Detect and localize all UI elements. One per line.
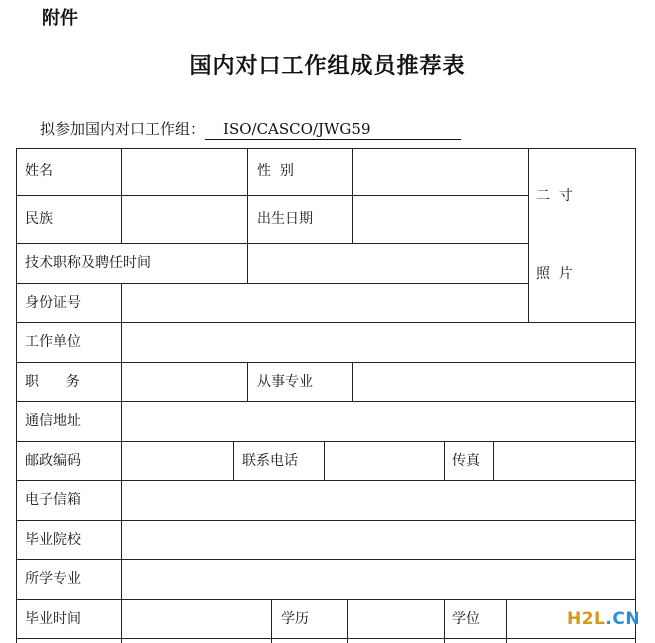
phone-label: 联系电话 bbox=[242, 453, 298, 469]
table-rule bbox=[16, 362, 635, 363]
specialty-label: 从事专业 bbox=[257, 374, 313, 390]
work-unit-label: 工作单位 bbox=[25, 334, 81, 350]
table-rule bbox=[16, 638, 635, 639]
table-rule bbox=[233, 441, 234, 480]
birth-date-label: 出生日期 bbox=[257, 211, 313, 227]
id-number-label: 身份证号 bbox=[25, 295, 81, 311]
table-rule bbox=[506, 599, 507, 643]
table-rule bbox=[324, 441, 325, 480]
watermark-logo bbox=[567, 609, 640, 629]
education-label: 学历 bbox=[281, 611, 309, 627]
intended-group-label: 拟参加国内对口工作组： bbox=[40, 120, 206, 138]
grad-time-label: 毕业时间 bbox=[25, 611, 81, 627]
table-rule bbox=[16, 283, 528, 284]
table-rule bbox=[247, 148, 248, 283]
table-rule bbox=[352, 362, 353, 401]
table-rule bbox=[16, 243, 528, 244]
attachment-label: 附件 bbox=[42, 8, 78, 29]
table-rule bbox=[444, 441, 445, 480]
table-rule bbox=[347, 599, 348, 643]
table-rule bbox=[16, 480, 635, 481]
school-label: 毕业院校 bbox=[25, 532, 81, 548]
watermark-part1: H2L bbox=[567, 609, 606, 629]
table-rule bbox=[352, 148, 353, 243]
table-rule bbox=[16, 441, 635, 442]
gender-label: 性 别 bbox=[257, 163, 294, 179]
table-rule bbox=[16, 520, 635, 521]
fax-label: 传真 bbox=[452, 453, 480, 469]
table-rule bbox=[121, 148, 122, 243]
table-rule bbox=[16, 322, 635, 323]
table-rule bbox=[271, 599, 272, 643]
email-label: 电子信箱 bbox=[25, 492, 81, 508]
address-label: 通信地址 bbox=[25, 413, 81, 429]
major-label: 所学专业 bbox=[25, 571, 81, 587]
photo-placeholder-line2: 照 片 bbox=[536, 266, 573, 282]
table-rule bbox=[121, 283, 122, 643]
table-rule bbox=[16, 559, 635, 560]
position-label: 职 务 bbox=[25, 374, 80, 390]
ethnicity-label: 民族 bbox=[25, 211, 53, 227]
form-title: 国内对口工作组成员推荐表 bbox=[189, 53, 466, 79]
table-rule bbox=[444, 599, 445, 643]
table-rule bbox=[528, 148, 529, 322]
table-rule bbox=[16, 195, 528, 196]
watermark-part2: .CN bbox=[605, 609, 641, 629]
postcode-label: 邮政编码 bbox=[25, 453, 81, 469]
photo-placeholder-line1: 二 寸 bbox=[536, 188, 573, 204]
name-label: 姓名 bbox=[25, 163, 53, 179]
table-rule bbox=[16, 401, 635, 402]
table-rule bbox=[16, 148, 17, 643]
degree-label: 学位 bbox=[452, 611, 480, 627]
table-rule bbox=[16, 148, 635, 149]
title-time-label: 技术职称及聘任时间 bbox=[25, 255, 151, 271]
table-rule bbox=[635, 148, 636, 643]
table-rule bbox=[247, 362, 248, 401]
intended-group-value: ISO/CASCO/JWG59 bbox=[205, 120, 461, 140]
table-rule bbox=[16, 599, 635, 600]
table-rule bbox=[493, 441, 494, 480]
